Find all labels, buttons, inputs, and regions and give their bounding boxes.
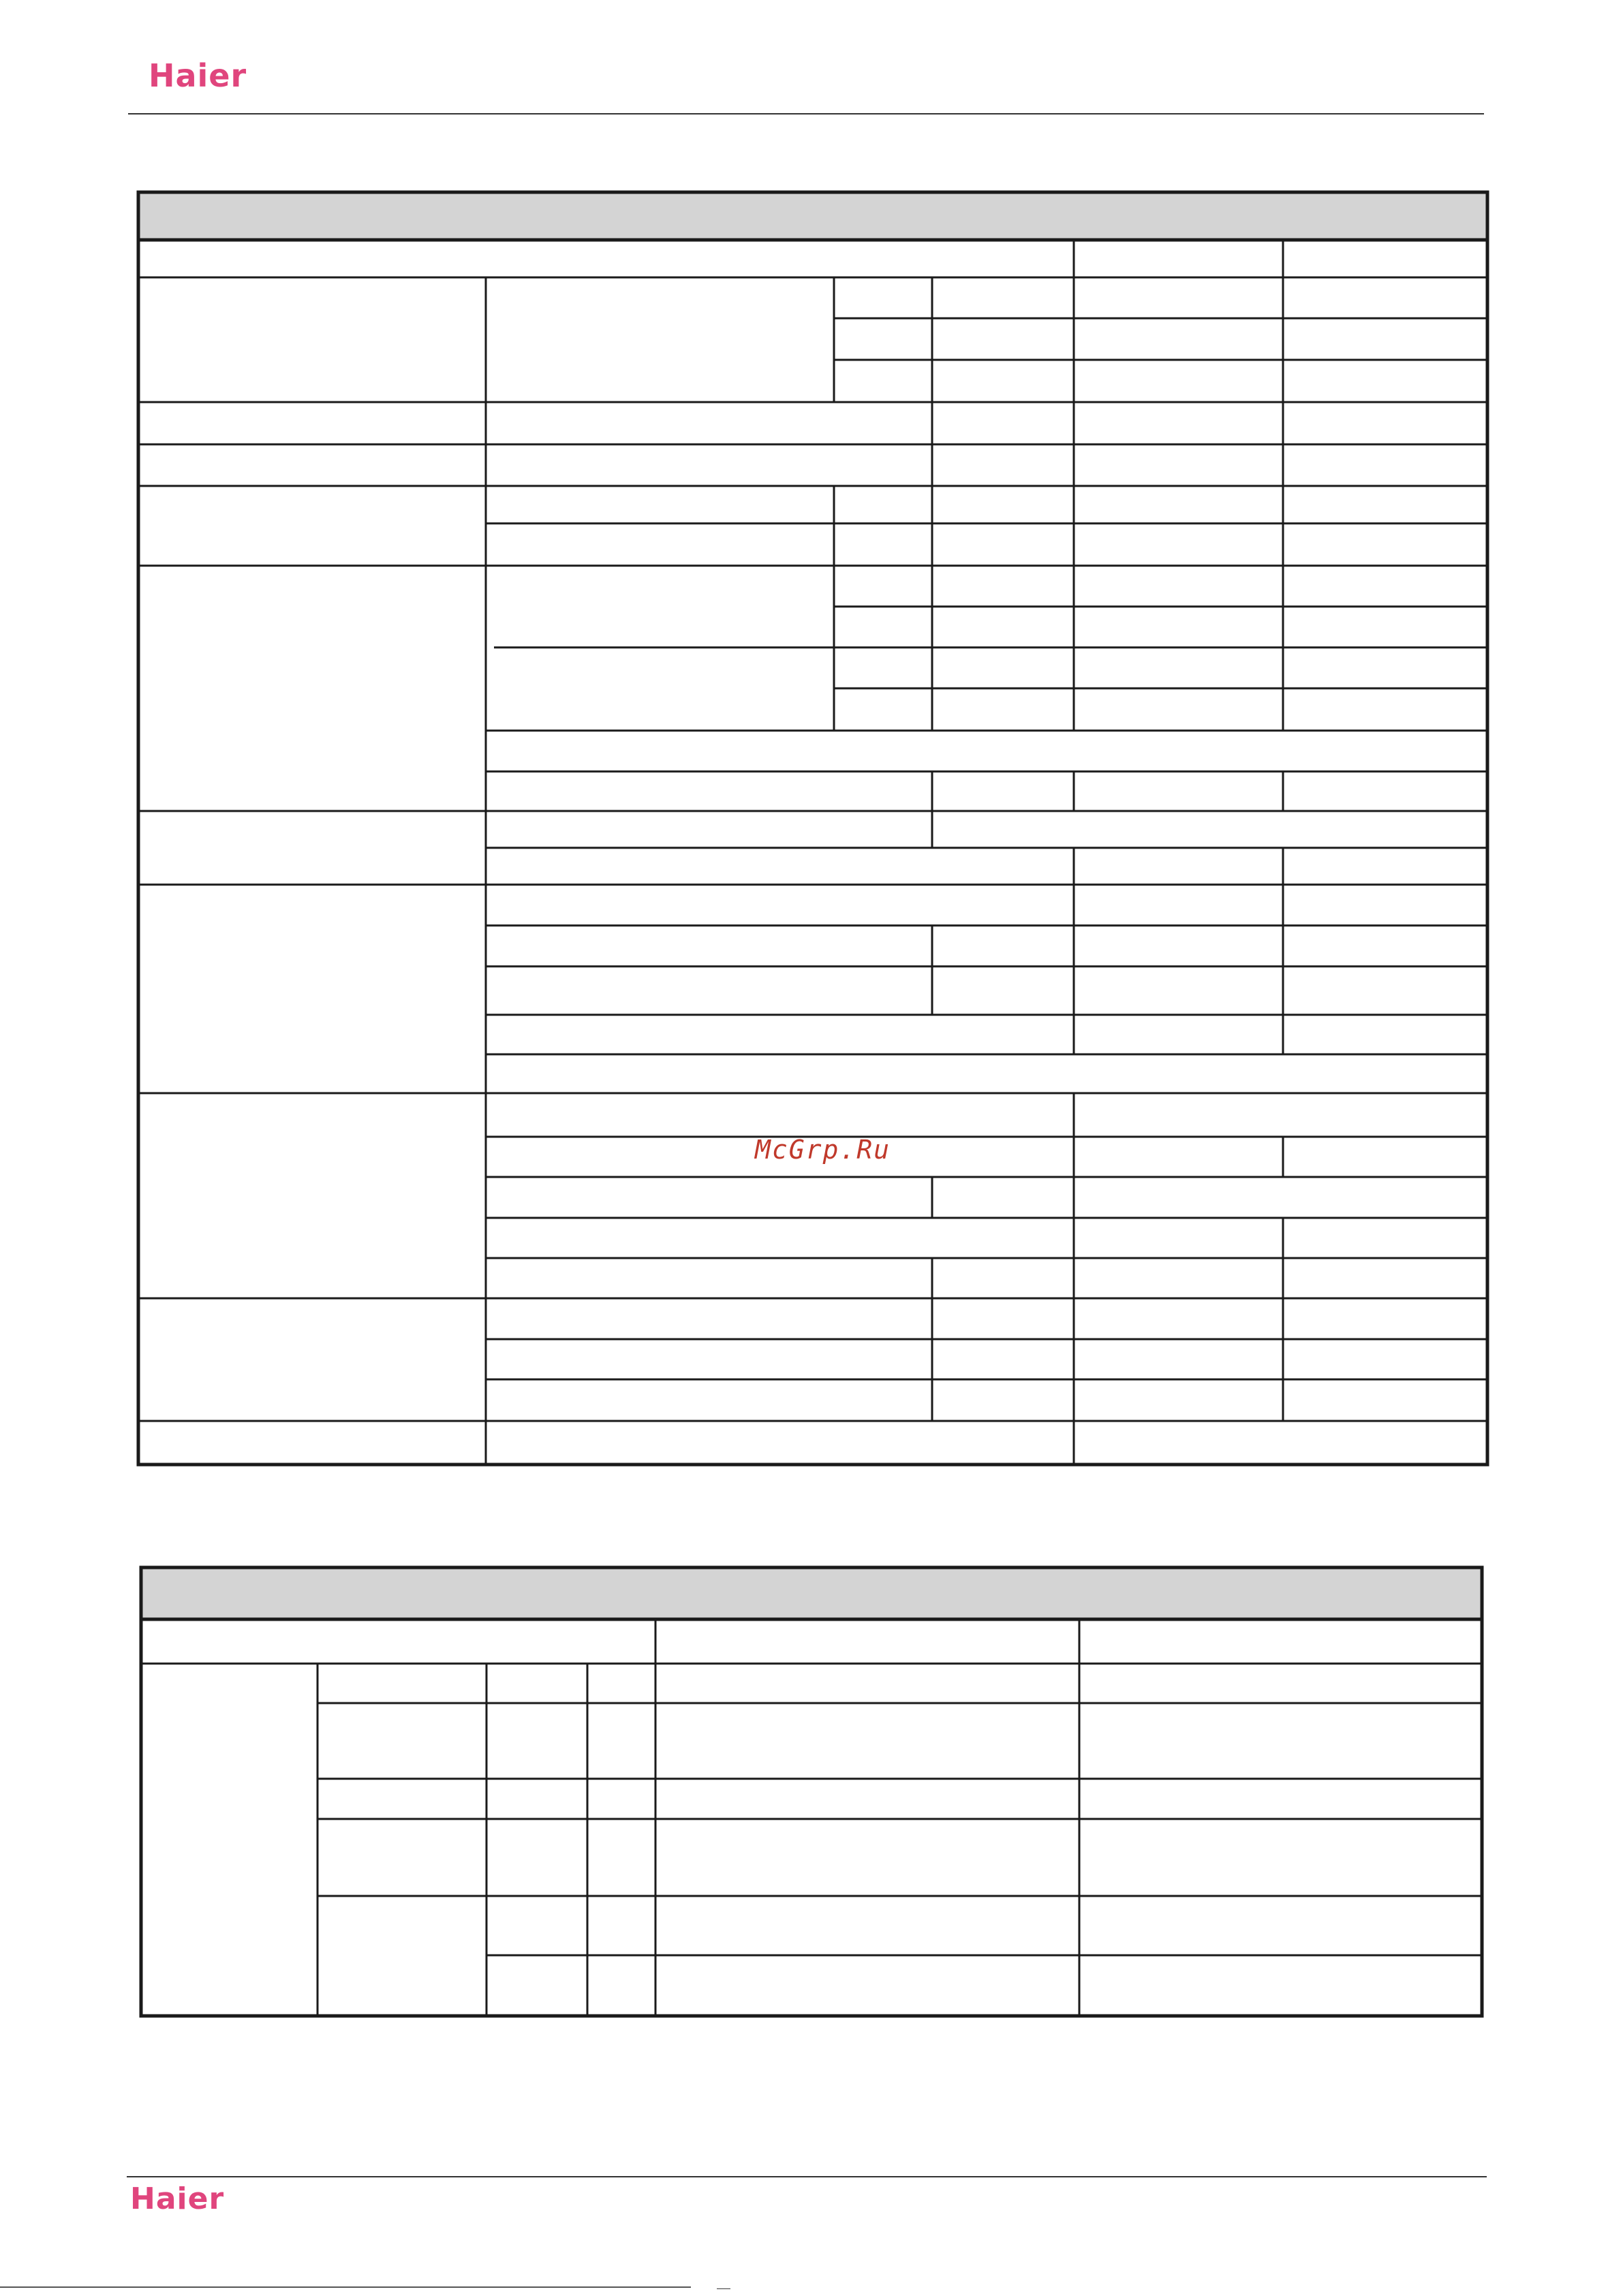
watermark-text: McGrp.Ru [755,1135,891,1165]
brand-logo-footer: Haier [130,2182,225,2216]
footer-baseline [0,2286,691,2288]
spec-table-2 [141,1567,1482,2016]
table-1-title-bar [138,192,1487,240]
footer-divider [127,2176,1487,2177]
footer-page-mark: –– [717,2281,731,2295]
table-2-frame [141,1619,1482,2016]
table-2-title-bar [141,1567,1482,1619]
spec-table-1 [138,192,1487,1465]
table-1-frame [138,240,1487,1465]
brand-logo-header: Haier [149,57,247,94]
